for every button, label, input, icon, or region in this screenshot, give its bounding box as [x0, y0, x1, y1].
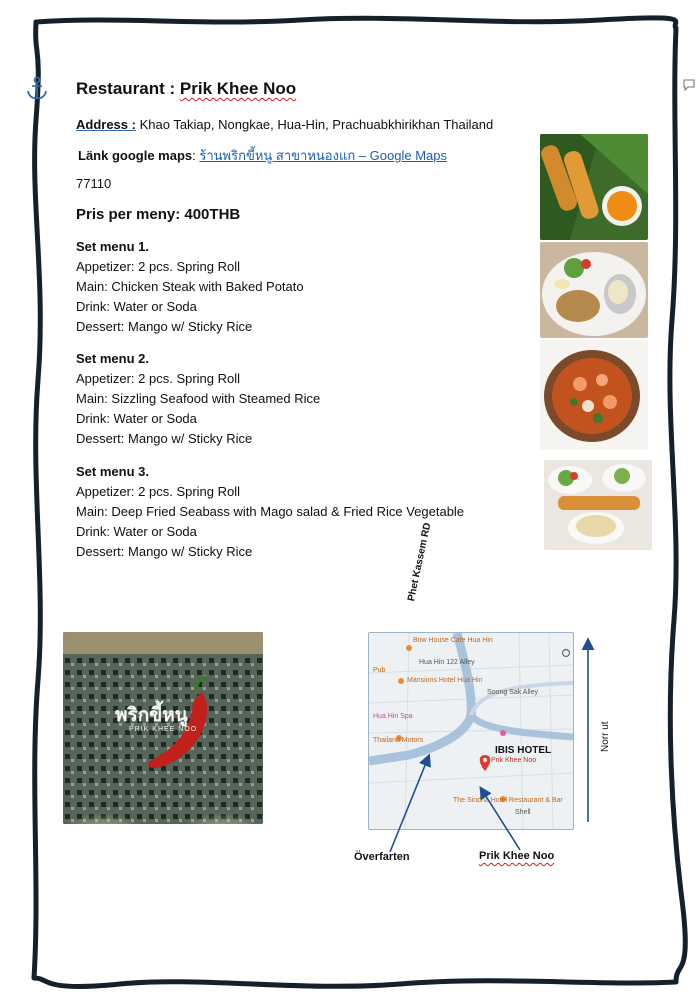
title-prefix: Restaurant : — [76, 79, 180, 98]
map-poi: Soong Sak Alley — [487, 689, 538, 696]
north-label: Norr ut — [600, 721, 611, 752]
set-menu-1 — [76, 237, 304, 337]
comment-icon[interactable] — [682, 78, 696, 92]
menu-dessert: Dessert: Mango w/ Sticky Rice — [76, 431, 253, 446]
map-poi: Hua Hin Spa — [373, 713, 413, 720]
set-menu-3 — [76, 462, 464, 562]
google-maps-link[interactable]: ร้านพริกขี้หนู สาขาหนองแก – Google Maps — [199, 148, 447, 163]
spring-roll-photo — [540, 134, 648, 240]
menu-dessert: Dessert: Mango w/ Sticky Rice — [76, 319, 253, 334]
menu-title: Set menu 2. — [76, 351, 149, 366]
maps-colon: : — [192, 148, 200, 163]
map-poi: Mansions Hotel Hua Hin — [407, 677, 483, 684]
chicken-steak-photo — [540, 242, 648, 338]
menu-drink: Drink: Water or Soda — [76, 299, 197, 314]
overpass-label: Överfarten — [354, 851, 410, 863]
road-label: Phet Kassem RD — [406, 521, 434, 603]
postal-code: 77110 — [76, 176, 112, 191]
map-poi: Shell — [515, 809, 531, 816]
menu-main: Main: Sizzling Seafood with Steamed Rice — [76, 391, 321, 406]
menu-dessert: Dessert: Mango w/ Sticky Rice — [76, 544, 253, 559]
map-poi: Thailand Motors — [373, 737, 424, 744]
menu-drink: Drink: Water or Soda — [76, 411, 197, 426]
price-heading: Pris per meny: 400THB — [76, 206, 241, 223]
page-title — [76, 79, 296, 99]
seabass-photo — [544, 460, 652, 550]
menu-drink: Drink: Water or Soda — [76, 524, 197, 539]
address-value: Khao Takiap, Nongkae, Hua-Hin, Prachuabkhirikhan Thailand — [135, 117, 494, 132]
map-poi: Hua Hin 122 Alley — [419, 659, 475, 666]
address-label: Address : — [76, 117, 136, 132]
address-line — [76, 115, 493, 135]
menu-appetizer: Appetizer: 2 pcs. Spring Roll — [76, 484, 241, 499]
title-name: Prik Khee Noo — [179, 79, 297, 98]
map-poi: Prik Khee Noo — [491, 757, 537, 764]
menu-title: Set menu 1. — [76, 239, 149, 254]
maps-label: Länk google maps — [78, 148, 193, 163]
hotel-label: IBIS HOTEL — [495, 745, 552, 756]
annotation-arrows — [360, 630, 610, 860]
map-poi: Pub — [373, 667, 386, 674]
menu-title: Set menu 3. — [76, 464, 149, 479]
map-poi: The Sindha Hotel Restaurant & Bar — [453, 797, 563, 804]
restaurant-map-label: Prik Khee Noo — [479, 850, 555, 862]
restaurant-sign-photo — [63, 632, 263, 824]
map-poi: Bow House Cafe Hua Hin — [413, 637, 493, 644]
anchor-icon — [26, 76, 48, 102]
menu-appetizer: Appetizer: 2 pcs. Spring Roll — [76, 259, 241, 274]
menu-main: Main: Deep Fried Seabass with Mago salad & Fried Rice Vegetable — [76, 504, 465, 519]
menu-main: Main: Chicken Steak with Baked Potato — [76, 279, 304, 294]
maps-line — [78, 146, 447, 166]
sign-latin-text: PRIK KHEE NOO — [129, 726, 198, 733]
sign-thai-text: พริกขี้หนู — [115, 704, 188, 726]
set-menu-2 — [76, 349, 320, 449]
seafood-photo — [540, 340, 648, 450]
menu-appetizer: Appetizer: 2 pcs. Spring Roll — [76, 371, 241, 386]
